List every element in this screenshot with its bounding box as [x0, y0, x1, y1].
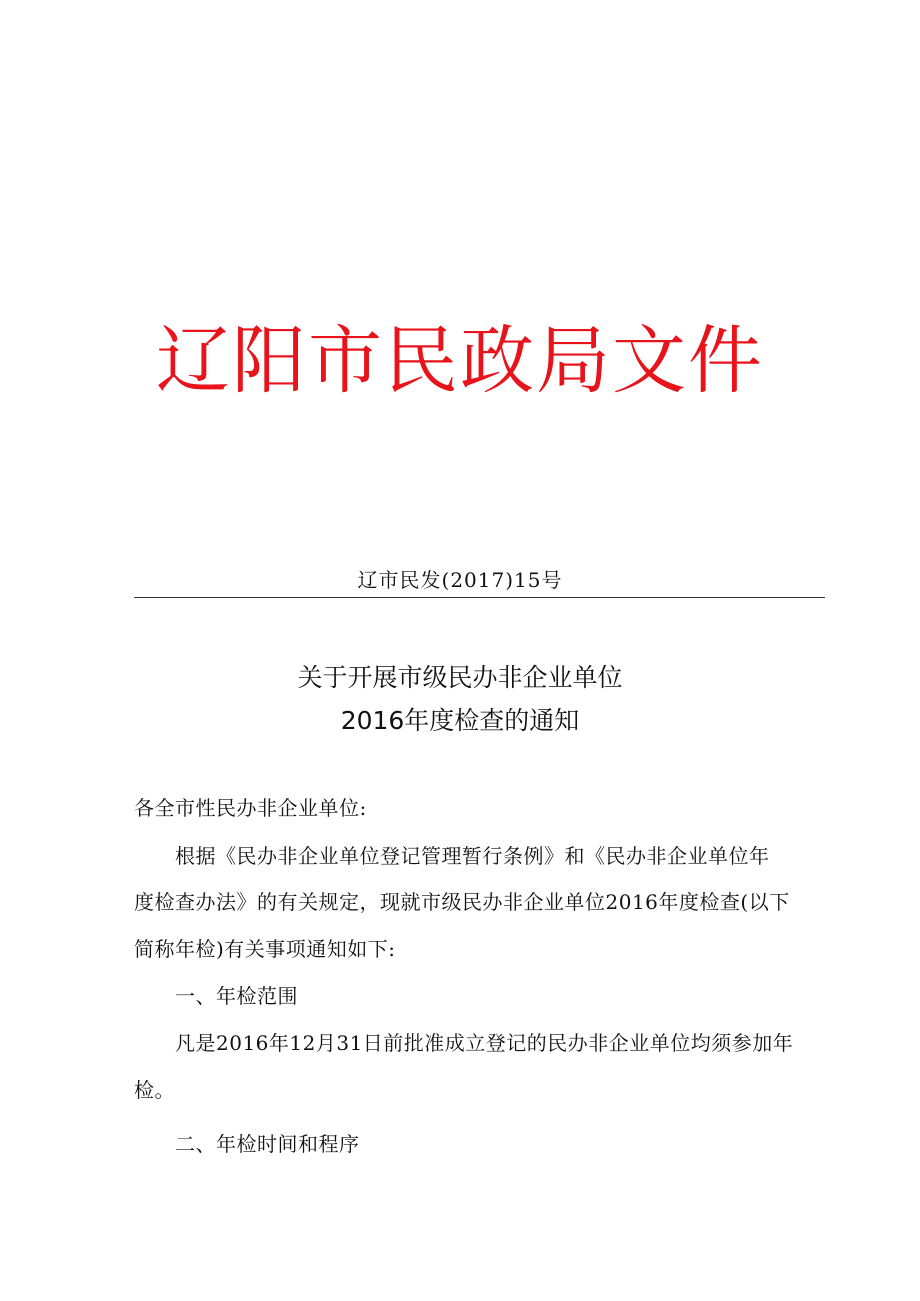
paragraph-line: 度检查办法》的有关规定，现就市级民办非企业单位2016年度检查(以下: [134, 890, 790, 914]
notice-title-line-2: 2016年度检查的通知: [340, 706, 580, 735]
header-separator: [134, 597, 825, 598]
paragraph-line: 检。: [134, 1078, 175, 1102]
salutation: 各全市性民办非企业单位:: [134, 796, 367, 820]
paragraph-line: 凡是2016年12月31日前批准成立登记的民办非企业单位均须参加年: [134, 1031, 794, 1055]
paragraph-line: 简称年检)有关事项通知如下:: [134, 937, 396, 961]
masthead-title: 辽阳市民政局文件: [156, 318, 764, 404]
section-heading-scope: 一、年检范围: [134, 984, 298, 1008]
section-heading-schedule: 二、年检时间和程序: [134, 1132, 360, 1156]
document-number: 辽市民发(2017)15号: [357, 568, 563, 592]
paragraph-line: 根据《民办非企业单位登记管理暂行条例》和《民办非企业单位年: [134, 844, 770, 868]
notice-title-line-1: 关于开展市级民办非企业单位: [297, 663, 623, 692]
